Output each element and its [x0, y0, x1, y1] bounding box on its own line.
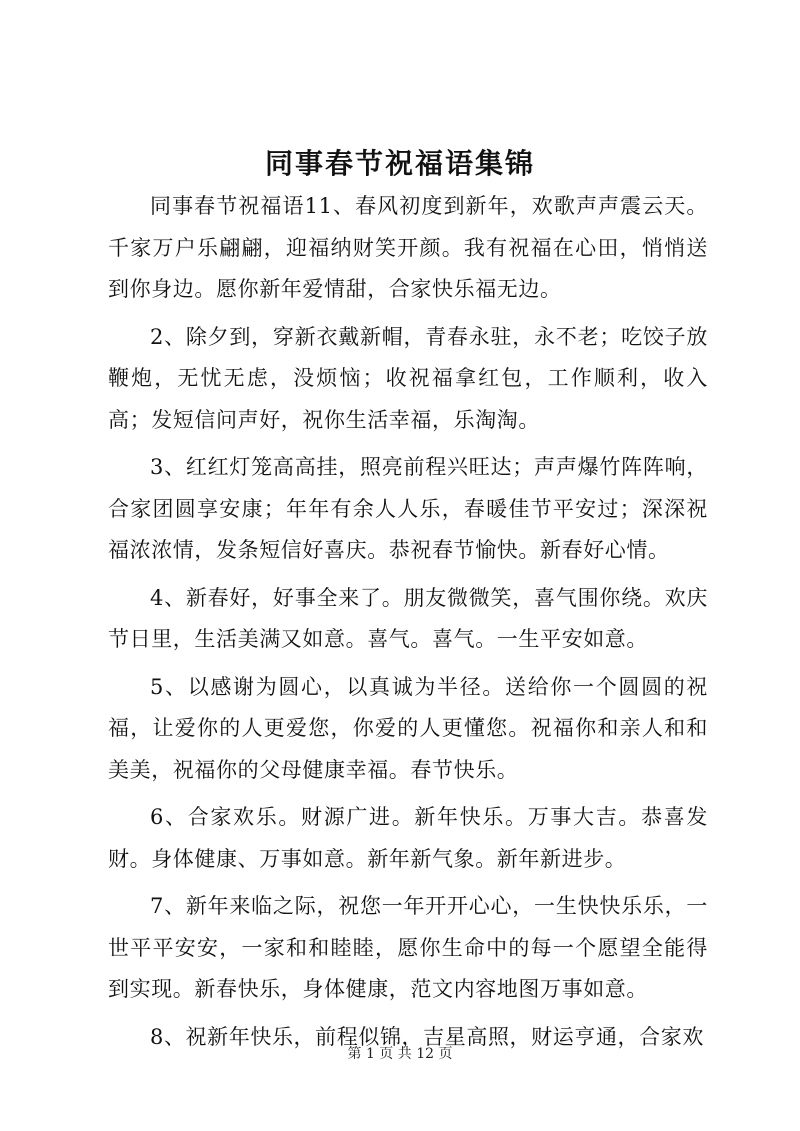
paragraph-3: 3、红红灯笼高高挂，照亮前程兴旺达；声声爆竹阵阵响，合家团圆享安康；年年有余人人乐，春暖佳节平安过；深深祝福浓浓情，发条短信好喜庆。恭祝春节愉快。新春好心情。	[108, 455, 708, 562]
paragraph-4: 4、新春好，好事全来了。朋友微微笑，喜气围你绕。欢庆节日里，生活美满又如意。喜气。喜气。一生平安如意。	[108, 585, 708, 651]
page-number-footer: 第 1 页 共 12 页	[347, 1046, 453, 1062]
paragraph-6: 6、合家欢乐。财源广进。新年快乐。万事大吉。恭喜发财。身体健康、万事如意。新年新气象。新年新进步。	[108, 805, 708, 871]
paragraph-1: 同事春节祝福语11、春风初度到新年，欢歌声声震云天。千家万户乐翩翩，迎福纳财笑开颜。我有祝福在心田，悄悄送到你身边。愿你新年爱情甜，合家快乐福无边。	[108, 194, 708, 301]
document-body	[108, 186, 708, 1064]
document-title: 同事春节祝福语集锦	[264, 147, 535, 180]
paragraph-2: 2、除夕到，穿新衣戴新帽，青春永驻，永不老；吃饺子放鞭炮，无忧无虑，没烦恼；收祝福拿红包，工作顺利，收入高；发短信问声好，祝你生活幸福，乐淘淘。	[108, 324, 708, 432]
paragraph-5: 5、以感谢为圆心，以真诚为半径。送给你一个圆圆的祝福，让爱你的人更爱您，你爱的人更懂您。祝福你和亲人和和美美，祝福你的父母健康幸福。春节快乐。	[108, 674, 708, 782]
paragraph-7: 7、新年来临之际，祝您一年开开心心，一生快快乐乐，一世平平安安，一家和和睦睦，愿你生命中的每一个愿望全能得到实现。新春快乐，身体健康，范文内容地图万事如意。	[108, 894, 708, 1001]
paragraph-8: 8、祝新年快乐，前程似锦，吉星高照，财运亨通，合家欢	[150, 1024, 704, 1049]
